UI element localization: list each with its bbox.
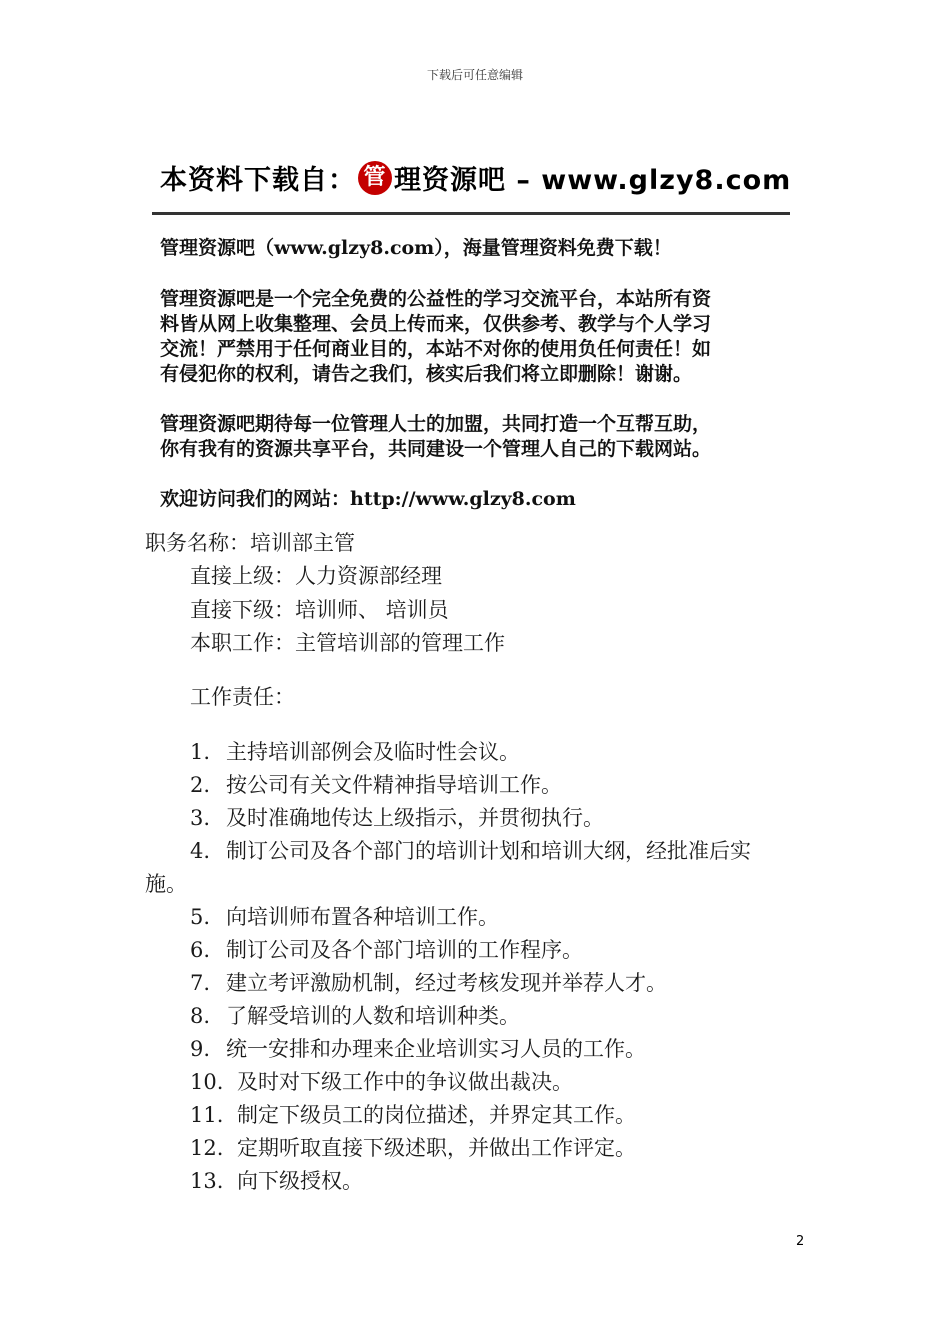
list-item <box>190 802 604 832</box>
list-item <box>190 736 520 766</box>
banner-para1-line: 管理资源吧是一个完全免费的公益性的学习交流平台，本站所有资 <box>160 288 712 310</box>
banner-para1-line: 料皆从网上收集整理、会员上传而来，仅供参考、教学与个人学习 <box>160 313 712 335</box>
banner-welcome: 欢迎访问我们的网站：http://www.glzy8.com <box>160 488 576 510</box>
list-item-number: 4. <box>190 839 211 863</box>
list-item <box>190 835 751 865</box>
site-logo-icon: 管 <box>358 161 392 195</box>
list-item-number: 1. <box>190 740 211 764</box>
banner-para1-line: 有侵犯你的权利，请告之我们，核实后我们将立即删除！谢谢。 <box>160 363 693 385</box>
page-header: 下载后可任意编辑 <box>426 68 523 82</box>
list-item-text: 向下级授权。 <box>237 1169 363 1193</box>
list-item-number: 8. <box>190 1004 211 1028</box>
banner-title <box>160 158 791 197</box>
banner-para2-line: 你有我有的资源共享平台，共同建设一个管理人自己的下载网站。 <box>160 438 712 460</box>
list-item-text: 按公司有关文件精神指导培训工作。 <box>226 773 562 797</box>
list-item <box>190 1033 646 1063</box>
list-item-text: 及时对下级工作中的争议做出裁决。 <box>237 1070 573 1094</box>
list-item-number: 5. <box>190 905 211 929</box>
list-item-number: 7. <box>190 971 211 995</box>
job-title: 职务名称：培训部主管 <box>145 531 355 555</box>
list-item <box>190 901 499 931</box>
list-item-number: 11. <box>190 1103 224 1127</box>
list-item <box>190 934 583 964</box>
job-subordinate: 直接下级：培训师、 培训员 <box>190 598 449 622</box>
list-item-text: 向培训师布置各种培训工作。 <box>226 905 499 929</box>
list-item-text: 建立考评激励机制，经过考核发现并举荐人才。 <box>226 971 667 995</box>
list-item-text: 制定下级员工的岗位描述，并界定其工作。 <box>237 1103 636 1127</box>
list-item-text: 定期听取直接下级述职，并做出工作评定。 <box>237 1136 636 1160</box>
list-item <box>190 1099 636 1129</box>
list-item-number: 13. <box>190 1169 224 1193</box>
list-item <box>190 1132 636 1162</box>
list-item-number: 12. <box>190 1136 224 1160</box>
list-item <box>190 967 667 997</box>
responsibility-heading: 工作责任： <box>190 685 295 709</box>
list-item-number: 9. <box>190 1037 211 1061</box>
list-item-text: 了解受培训的人数和培训种类。 <box>226 1004 520 1028</box>
list-item <box>190 769 562 799</box>
list-item-text: 主持培训部例会及临时性会议。 <box>226 740 520 764</box>
list-item-number: 10. <box>190 1070 224 1094</box>
banner-divider <box>152 212 790 215</box>
banner-para2-line: 管理资源吧期待每一位管理人士的加盟，共同打造一个互帮互助， <box>160 413 712 435</box>
list-item-text: 统一安排和办理来企业培训实习人员的工作。 <box>226 1037 646 1061</box>
list-item-continuation: 施。 <box>145 872 187 896</box>
banner-title-suffix: 理资源吧 – www.glzy8.com <box>394 165 792 196</box>
list-item <box>190 1165 363 1195</box>
list-item-number: 3. <box>190 806 211 830</box>
list-item-text: 制订公司及各个部门的培训计划和培训大纲，经批准后实 <box>226 839 751 863</box>
job-superior: 直接上级：人力资源部经理 <box>190 564 442 588</box>
banner-title-prefix: 本资料下载自： <box>160 165 356 196</box>
list-item-number: 6. <box>190 938 211 962</box>
list-item <box>190 1066 573 1096</box>
list-item-text: 及时准确地传达上级指示，并贯彻执行。 <box>226 806 604 830</box>
page-number: 2 <box>796 1234 805 1249</box>
list-item <box>190 1000 520 1030</box>
banner-intro: 管理资源吧（www.glzy8.com），海量管理资料免费下载！ <box>160 237 672 259</box>
list-item-number: 2. <box>190 773 211 797</box>
list-item-text: 制订公司及各个部门培训的工作程序。 <box>226 938 583 962</box>
banner-para1-line: 交流！严禁用于任何商业目的，本站不对你的使用负任何责任！如 <box>160 338 712 360</box>
job-work: 本职工作：主管培训部的管理工作 <box>190 631 505 655</box>
